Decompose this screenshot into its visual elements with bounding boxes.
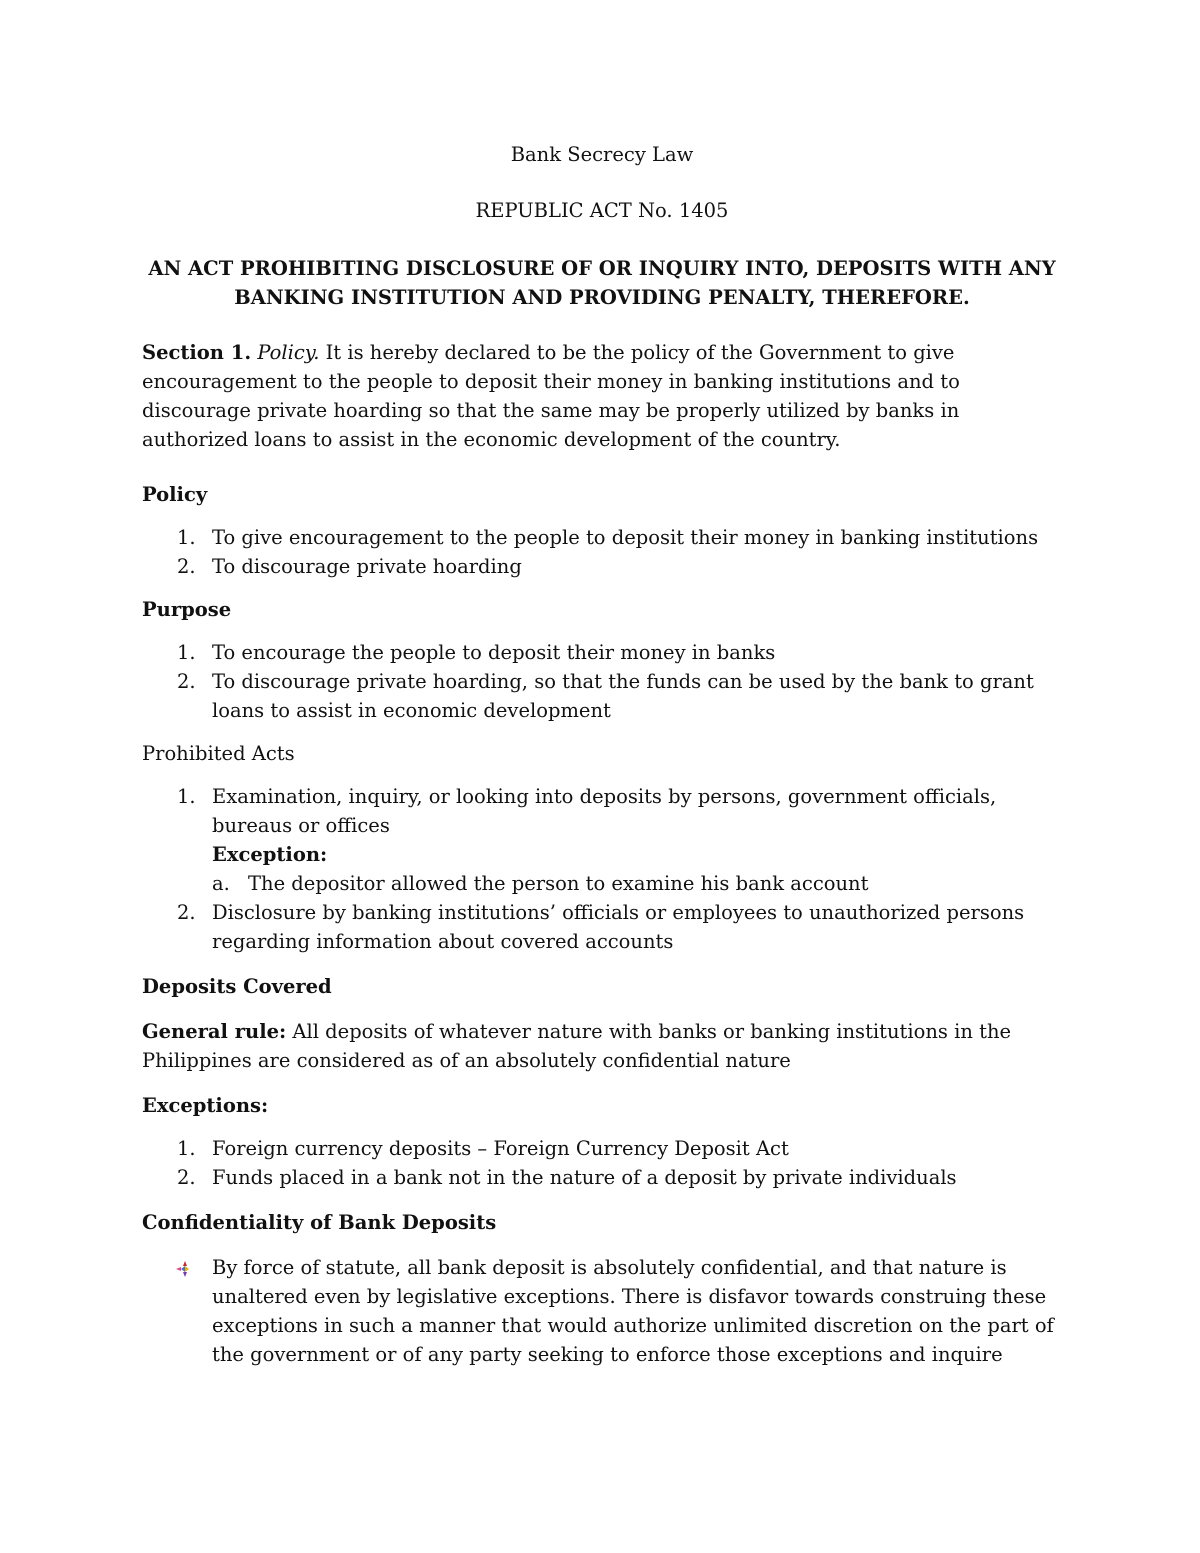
deposits-covered-heading: Deposits Covered: [142, 975, 332, 998]
exceptions-heading: Exceptions:: [142, 1094, 269, 1117]
list-item: By force of statute, all bank deposit is absolutely confidential, and that nature is unaltered even by legislative exceptions. There is disfavor towards construing these exceptions in such a manner that would authorize unlimited discretion on the part of the government or of any party seeking to enforce those exceptions and inquire: [142, 1253, 1062, 1369]
policy-heading: Policy: [142, 483, 208, 506]
purpose-heading: Purpose: [142, 598, 232, 621]
policy-list: [142, 523, 1062, 581]
document-title: Bank Secrecy Law: [510, 143, 694, 166]
list-item: 1. To encourage the people to deposit their money in banks: [177, 641, 776, 664]
general-rule-paragraph: [142, 1017, 1062, 1075]
general-rule-label: General rule:: [142, 1020, 287, 1043]
list-item: 1. Foreign currency deposits – Foreign Currency Deposit Act: [177, 1137, 789, 1160]
list-item: 2. To discourage private hoarding: [177, 555, 522, 578]
act-number: REPUBLIC ACT No. 1405: [475, 199, 729, 222]
four-color-arrow-bullet-icon: [174, 1260, 196, 1278]
prohibited-acts-heading: Prohibited Acts: [142, 742, 295, 765]
exception-sub-item: a. The depositor allowed the person to examine his bank account: [212, 872, 869, 895]
list-item: 1. To give encouragement to the people to deposit their money in banking institutions: [177, 526, 1039, 549]
list-item: 1. Examination, inquiry, or looking into deposits by persons, government officials, bureaus or offices Exception: a. The depositor allowed the person to examine his bank account: [142, 782, 1062, 898]
section-1-paragraph: [142, 338, 1062, 454]
document-body: [142, 140, 1062, 1369]
section-1-italic: Policy.: [257, 341, 320, 364]
confidentiality-list: [142, 1253, 1062, 1369]
exception-label: Exception:: [212, 843, 328, 866]
act-title: AN ACT PROHIBITING DISCLOSURE OF OR INQUIRY INTO, DEPOSITS WITH ANY BANKING INSTITUTION AND PROVIDING PENALTY, THEREFORE.: [148, 257, 1056, 309]
exceptions-list: [142, 1134, 1062, 1192]
general-rule-text: All deposits of whatever nature with banks or banking institutions in the Philippines are considered as of an absolutely confidential nature: [142, 1020, 1012, 1072]
confidentiality-heading: Confidentiality of Bank Deposits: [142, 1211, 497, 1234]
list-item: 2. Disclosure by banking institutions’ officials or employees to unauthorized persons regarding information about covered accounts: [177, 901, 1025, 953]
prohibited-acts-list: [142, 782, 1062, 956]
list-item: 2. Funds placed in a bank not in the nature of a deposit by private individuals: [177, 1166, 957, 1189]
section-1-text: It is hereby declared to be the policy of the Government to give encouragement to the people to deposit their money in banking institutions and to discourage private hoarding so that the same may be properly utilized by banks in authorized loans to assist in the economic development of the country.: [142, 341, 960, 451]
section-1-label: Section 1.: [142, 341, 252, 364]
list-item: 2. To discourage private hoarding, so that the funds can be used by the bank to grant loans to assist in economic development: [177, 670, 1034, 722]
purpose-list: [142, 638, 1062, 725]
